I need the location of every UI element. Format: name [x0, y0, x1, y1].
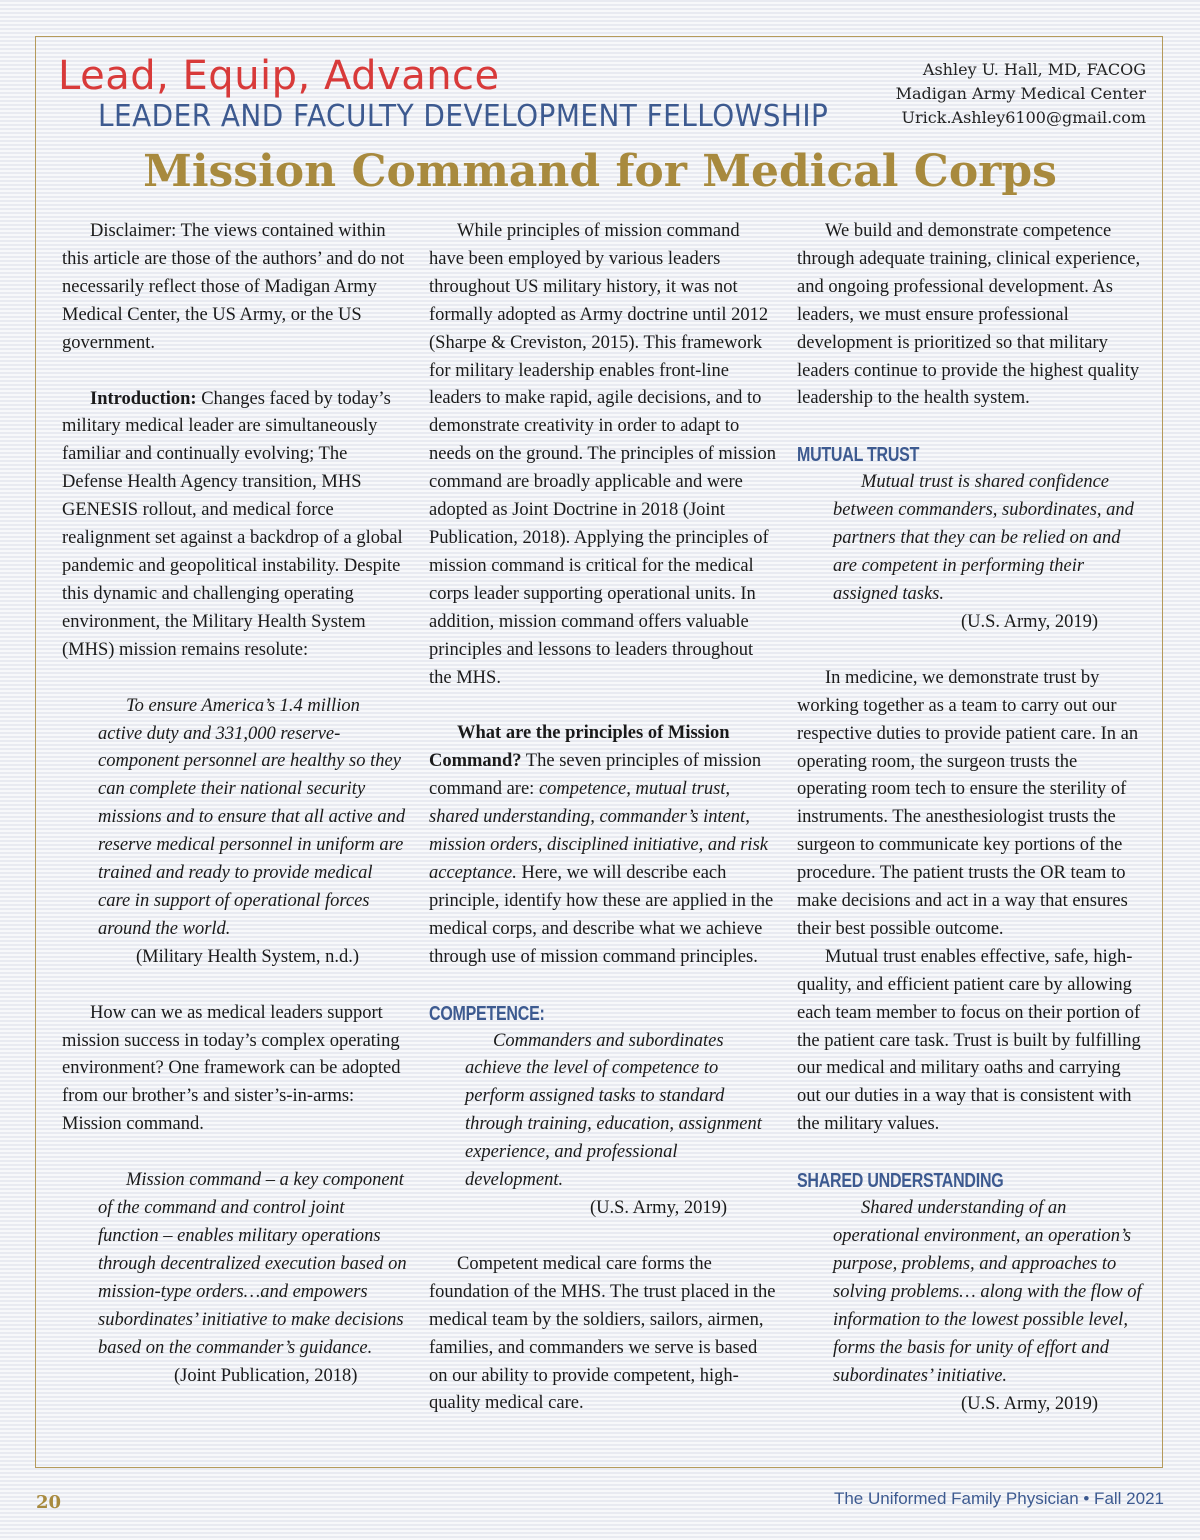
mission-command-quote-cite: (Joint Publication, 2018): [174, 1365, 358, 1386]
principles-label: What are the principles of Mission Command?: [429, 723, 730, 772]
disclaimer: Disclaimer: The views contained within this article are those of the authors’ and do not necessarily reflect those of Madigan Army Medical Center, the US Army, or the US government.: [62, 221, 405, 353]
principles-rest: Here, we will describe each principle, identify how these are applied in the medical corps, and describe what we achieve through use of mission command principles.: [429, 862, 774, 967]
trust-medicine-paragraph: In medicine, we demonstrate trust by working together as a team to carry out our respective duties to provide patient care. In an operating room, the surgeon trusts the operating room tech to ensure the sterility of instruments. The anesthesiologist trusts the surgeon to communicate key portions of the procedure. The patient trusts the OR team to make decisions and act in a way that ensures their best possible outcome.: [797, 667, 1139, 939]
column-3: [797, 218, 1143, 1418]
author-block: [896, 58, 1146, 130]
trust-quote-text: Mutual trust is shared confidence between commanders, subordinates, and partners that they can be relied on and are competent in performing their assigned tasks.: [833, 472, 1134, 604]
page-number: 20: [36, 1492, 62, 1513]
competence-quote-cite: (U.S. Army, 2019): [590, 1198, 728, 1218]
mission-command-quote: [62, 1167, 408, 1390]
principles-intro: The seven principles of mission command are:: [429, 751, 762, 800]
intro-label: Introduction:: [90, 388, 197, 409]
section-heading-shared-understanding: SHARED UNDERSTANDING: [797, 1170, 1004, 1193]
article-title: Mission Command for Medical Corps: [143, 146, 1057, 197]
competence-quote: [429, 1028, 777, 1223]
program-title: LEADER AND FACULTY DEVELOPMENT FELLOWSHIP: [98, 99, 829, 134]
competence-building-paragraph: We build and demonstrate competence through adequate training, clinical experience, and ongoing professional development. As leaders, we must ensure professional development is prioritized so that military leaders continue to provide the highest quality leadership to the health system.: [797, 221, 1141, 409]
trust-quote: [797, 469, 1143, 636]
author-email: Urick.Ashley6100@gmail.com: [901, 108, 1146, 127]
intro-paragraph: [62, 386, 408, 665]
mission-quote-text: To ensure America’s 1.4 million active duty and 331,000 reserve-component personnel are healthy so they can complete their national security missions and to ensure that all active and reserve medical personnel in uniform are trained and ready to provide medical care in support of operational forces around the world.: [98, 695, 406, 939]
section-heading-competence: COMPETENCE:: [429, 1002, 545, 1025]
column-2: [429, 218, 777, 1418]
framework-paragraph: How can we as medical leaders support mission success in today’s complex operating environment? One framework can be adopted from our brother’s and sister’s-in-arms: Mission command.: [62, 1002, 401, 1135]
shared-quote-text: Shared understanding of an operational environment, an operation’s purpose, problems, and approaches to solving problems… along with the flow of information to the lowest possible level, forms the basis for unity of effort and subordinates’ initiative.: [833, 1198, 1142, 1386]
header-left: [58, 54, 883, 134]
shared-quote: [797, 1195, 1143, 1418]
trust-quote-cite: (U.S. Army, 2019): [961, 611, 1099, 632]
history-paragraph: While principles of mission command have been employed by various leaders throughout US military history, it was not formally adopted as Army doctrine until 2012 (Sharpe & Creviston, 2015). This framework for military leadership enables front-line leaders to make rapid, agile decisions, and to demonstrate creativity in order to adapt to needs on the ground. The principles of mission command are broadly applicable and were adopted as Joint Doctrine in 2018 (Joint Publication, 2018). Applying the principles of mission command is critical for the medical corps leader supporting operational units. In addition, mission command offers valuable principles and lessons to leaders throughout the MHS.: [429, 221, 776, 688]
competent-care-paragraph: Competent medical care forms the foundation of the MHS. The trust placed in the medical team by the soldiers, sailors, airmen, families, and commanders we serve is based on our ability to provide competent, high-quality medical care.: [429, 1253, 776, 1414]
section-heading-mutual-trust: MUTUAL TRUST: [797, 444, 920, 467]
principles-list: competence, mutual trust, shared understanding, commander’s intent, mission orders, disciplined initiative, and risk acceptance.: [429, 779, 768, 883]
column-1: [62, 218, 408, 1390]
publication-footer: The Uniformed Family Physician • Fall 2021: [833, 1489, 1164, 1508]
mission-command-quote-text: Mission command – a key component of the command and control joint function – enables military operations through decentralized execution based on mission-type orders…and empowers subordinates’ initiative to make decisions based on the commander’s guidance.: [98, 1170, 407, 1358]
trust-enables-paragraph: Mutual trust enables effective, safe, high-quality, and efficient patient care by allowing each team member to focus on their portion of the patient care task. Trust is built by fulfilling our medical and military oaths and carrying out our duties in a way that is consistent with the military values.: [797, 946, 1141, 1135]
mission-quote-cite: (Military Health System, n.d.): [136, 946, 359, 967]
shared-quote-cite: (U.S. Army, 2019): [961, 1393, 1099, 1414]
competence-quote-text: Commanders and subordinates achieve the level of competence to perform assigned tasks to standard through training, education, assignment experience, and professional development.: [465, 1030, 762, 1191]
principles-paragraph: [429, 720, 777, 971]
author-org: Madigan Army Medical Center: [895, 84, 1146, 103]
mission-quote: [62, 693, 408, 972]
author-name: Ashley U. Hall, MD, FACOG: [922, 60, 1146, 79]
intro-text: Changes faced by today’s military medical leader are simultaneously familiar and continually evolving; The Defense Health Agency transition, MHS GENESIS rollout, and medical force realignment set against a backdrop of a global pandemic and geopolitical instability. Despite this dynamic and challenging operating environment, the Military Health System (MHS) mission remains resolute:: [62, 388, 403, 660]
series-title: Lead, Equip, Advance: [58, 53, 500, 99]
